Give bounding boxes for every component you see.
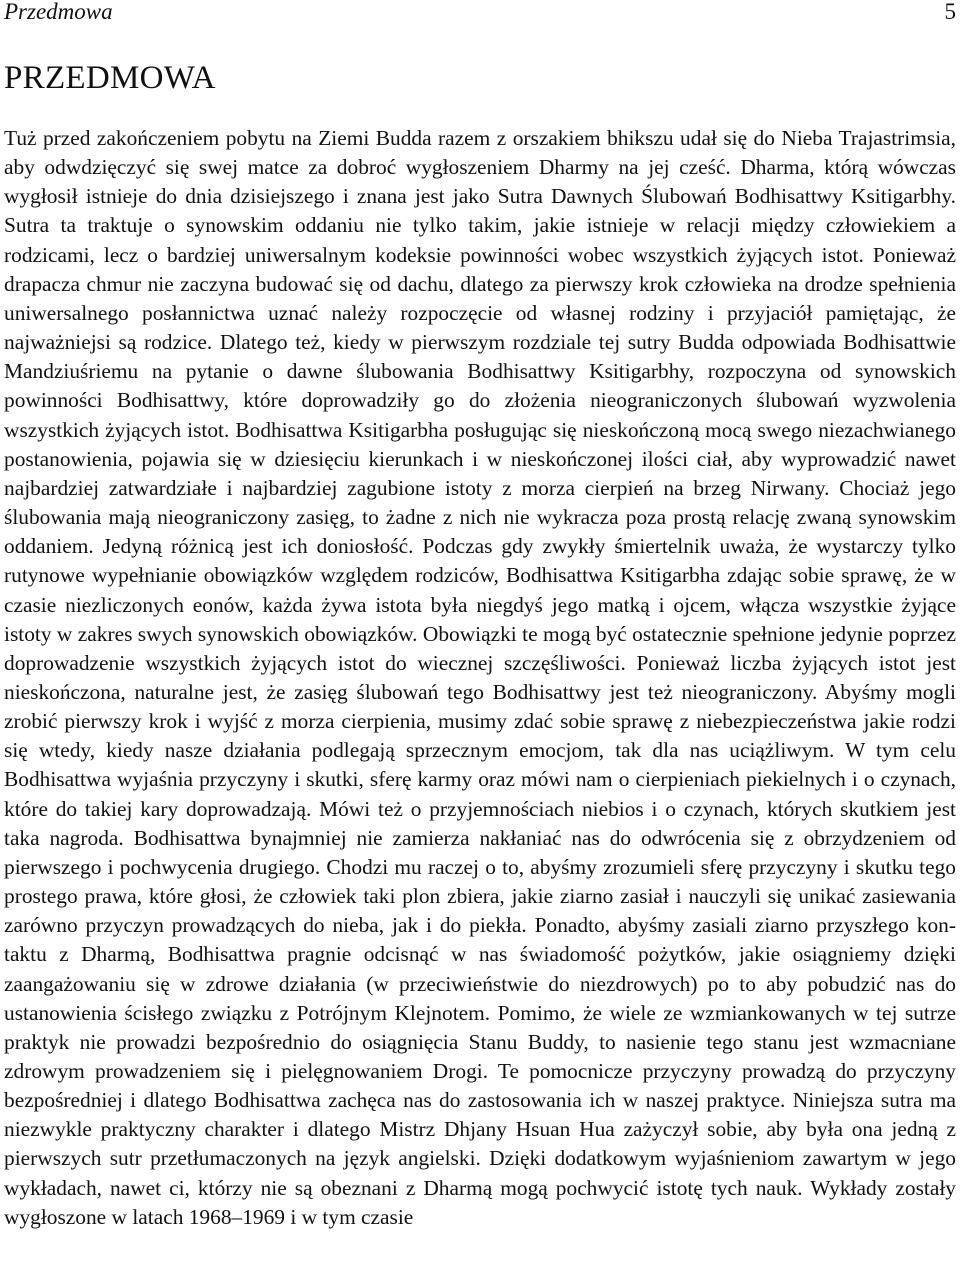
- running-header: [4, 0, 956, 28]
- page-number: 5: [944, 0, 956, 24]
- chapter-title: PRZEDMOWA: [4, 60, 216, 96]
- running-title: Przedmowa: [4, 0, 113, 24]
- body-paragraph: Tuż przed zakończeniem pobytu na Ziemi Budda razem z orszakiem bhikszu udał się do Nieba Trajastrimsia, aby odwdzięczyć się swej matce za dobroć wygłoszeniem Dharmy na jej cześć. Dharma, którą wówczas wygłosił istnieje do dnia dzisiejszego i znana jest jako Sutra Dawnych Ślubowań Bodhisattwy Ksitigarbhy. Sutra ta traktuje o synowskim oddaniu nie tylko takim, jakie istnieje w relacji między człowiekiem a rodzicami, lecz o bardziej uniwersalnym kodeksie powinności wobec wszystkich żyjących istot. Ponieważ drapacza chmur nie zaczyna budować się od dachu, dlatego za pierwszy krok człowieka na drodze spełnienia uniwersalnego posłannictwa uznać należy rozpoczęcie od własnej rodziny i przyjaciół pamiętając, że najważniejsi są rodzice. Dlatego też, kiedy w pierwszym rozdziale tej sutry Budda odpowiada Bodhisattwie Mandziuśriemu na pytanie o dawne ślubowania Bodhisattwy Ksitigarbhy, rozpoczyna od synowskich powinności Bodhisattwy, które doprowadziły go do złożenia nieograniczonych ślubowań wyzwolenia wszystkich żyjących istot. Bodhisattwa Ksitigarbha posługując się nieskończoną mocą swego niezachwianego postanowienia, pojawia się w dziesięciu kierunkach i w nieskończonej ilości ciał, aby wyprowadzić nawet najbardziej zatwardziałe i najbardziej zagubione istoty z morza cierpień na brzeg Nirwany. Chociaż jego ślubowania mają nieograniczony zasięg, to żadne z nich nie wykracza poza prostą relację zwaną synowskim oddaniem. Jedyną różnicą jest ich doniosłość. Podczas gdy zwykły śmiertelnik uważa, że wystarczy tylko rutynowe wypełnianie obowiązków względem rodziców, Bodhisattwa Ksitigarbha zdając sobie sprawę, że w czasie niezliczonych eonów, każda żywa istota była niegdyś jego matką i ojcem, włącza wszystkie żyjące istoty w zakres swych synowskich obowiązków. Obowiązki te mogą być ostatecznie spełnione jedynie poprzez doprowadzenie wszystkich żyjących istot do wiecznej szczęśliwości. Ponieważ liczba żyjących istot jest nieskończona, naturalne jest, że zasięg ślubowań tego Bodhisattwy jest też nieograniczony. Abyśmy mogli zrobić pierwszy krok i wyjść z morza cierpienia, musimy zdać sobie sprawę z niebezpieczeństwa jakie rodzi się wtedy, kiedy nasze działania podlegają sprzecznym emocjom, tak dla nas uciążliwym. W tym celu Bodhisattwa wyjaśnia przyczyny i skutki, sferę karmy oraz mówi nam o cierpieniach piekielnych i o czynach, które do takiej kary doprowadzają. Mówi też o przyjemnościach niebios i o czynach, których skutkiem jest taka nagroda. Bodhisattwa bynajmniej nie zamierza nakłaniać nas do odwrócenia się z obrzydzeniem od pierwszego i pochwycenia drugiego. Chodzi mu raczej o to, abyśmy zrozumieli sferę przyczyny i skutku tego prostego prawa, które głosi, że człowiek taki plon zbiera, jakie ziarno zasiał i nauczyli się unikać zasiewania zarówno przyczyn prowadzących do nieba, jak i do piekła. Ponadto, abyśmy zasiali ziarno przyszłego kontaktu z Dharmą, Bodhisattwa pragnie odcisnąć w nas świadomość pożytków, jakie osiągniemy dzięki zaangażowaniu się w zdrowe działania (w przeciwieństwie do niezdrowych) po to aby pobudzić nas do ustanowienia ścisłego związku z Potrójnym Klejnotem. Pomimo, że wiele ze wzmiankowanych w tej sutrze praktyk nie prowadzi bezpośrednio do osiągnięcia Stanu Buddy, to nasienie tego stanu jest wzmacniane zdrowym prowadzeniem się i pielęgnowaniem Drogi. Te pomocnicze przyczyny prowadzą do przyczyny bezpośredniej i dlatego Bodhisattwa zachęca nas do zastosowania ich w naszej praktyce. Niniejsza sutra ma niezwykle praktyczny charakter i dlatego Mistrz Dhjany Hsuan Hua zażyczył sobie, aby była ona jedną z pierwszych sutr przetłumaczonych na język angielski. Dzięki dodatkowym wyjaśnieniom zawartym w jego wykładach, nawet ci, którzy nie są obeznani z Dharmą mogą pochwycić istotę tych nauk. Wykłady zostały wygłoszone w latach 1968–1969 i w tym czasie: [4, 126, 956, 1229]
